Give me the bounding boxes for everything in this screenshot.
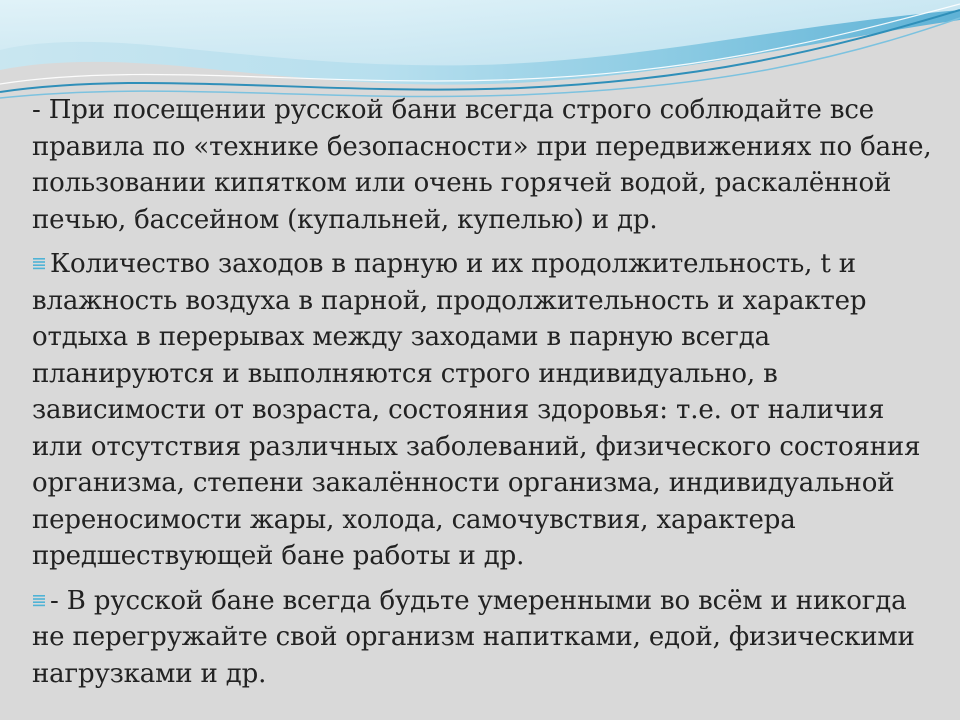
paragraph-steam-room xyxy=(32,246,932,575)
paragraph-text: Количество заходов в парную и их продолжительность, t и влажность воздуха в парной, продолжительность и характер отдыха в перерывах между заходами в парную всегда планируются и выполняются строго индивидуально, в зависимости от возраста, состояния здоровья: т.е. от наличия или отсутствия различных заболеваний, физического состояния организма, степени закалённости организма, индивидуальной переносимости жары, холода, самочувствия, характера предшествующей бане работы и др. xyxy=(32,249,921,571)
list-bullet-icon xyxy=(32,256,46,270)
text-body xyxy=(32,92,932,692)
paragraph-moderation xyxy=(32,583,932,693)
paragraph-text: - В русской бане всегда будьте умеренными во всём и никогда не перегружайте свой организм напитками, едой, физическими нагрузками и др. xyxy=(32,585,915,689)
list-bullet-icon xyxy=(32,593,46,607)
paragraph-safety xyxy=(32,92,932,238)
paragraph-text: - При посещении русской бани всегда строго соблюдайте все правила по «технике безопасности» при передвижениях по бане, пользовании кипятком или очень горячей водой, раскалённой печью, бассейном (купальней, купелью) и др. xyxy=(32,95,932,235)
